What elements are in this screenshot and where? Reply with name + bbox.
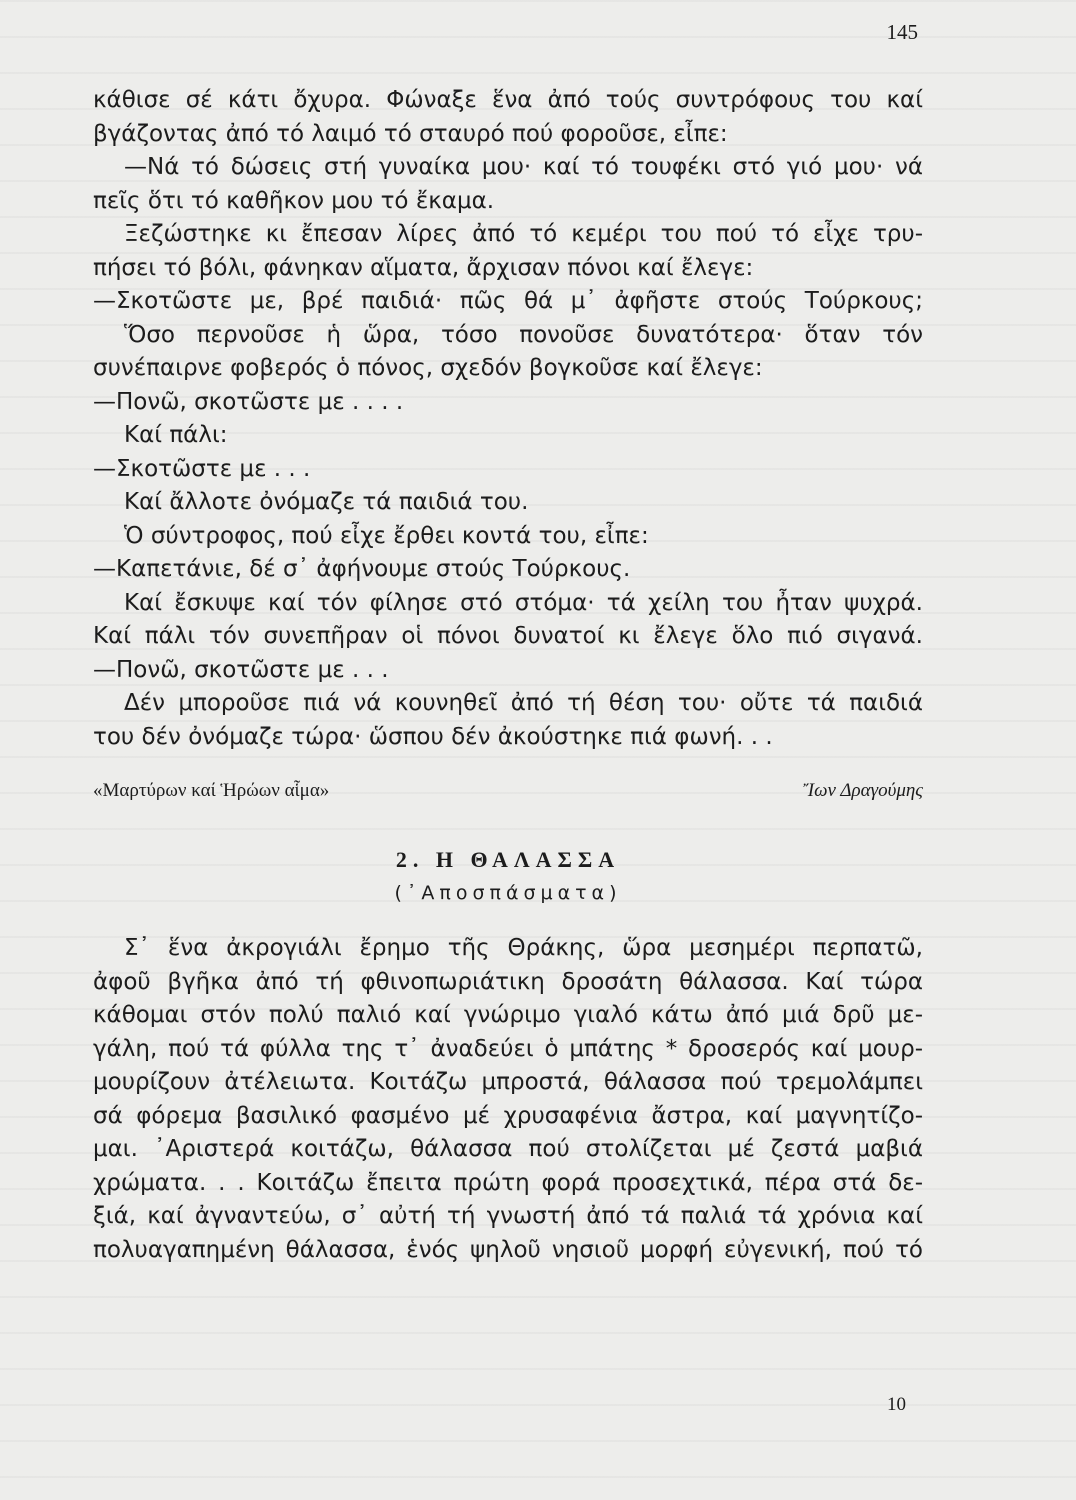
text-line: Ὁ σύντροφος, πού εἶχε ἔρθει κοντά του, εἶπε: [124, 522, 649, 549]
text-line: σά φόρεμα βασιλικό φασμένο μέ χρυσαφένια ἄστρα, καί μαγνητίζο- [93, 1102, 923, 1129]
excerpt-body [93, 84, 923, 754]
text-line: Καί πάλι τόν συνεπῆραν οἱ πόνοι δυνατοί κι ἔλεγε ὅλο πιό σιγανά. [93, 623, 923, 649]
text-line: —Σκοτῶστε με, βρέ παιδιά· πῶς θά μ᾽ ἀφῆστε στούς Τούρκους; [93, 288, 923, 314]
text-line: Ξεζώστηκε κι ἔπεσαν λίρες ἀπό τό κεμέρι του πού τό εἶχε τρυ- [124, 221, 923, 247]
text-line: Καί πάλι: [124, 422, 228, 448]
text-line: Σ᾽ ἕνα ἀκρογιάλι ἔρημο τῆς Θράκης, ὥρα μεσημέρι περπατῶ, [124, 935, 923, 961]
section-subtitle: (᾽Αποσπάσματα) [394, 882, 622, 904]
section-title: 2. Η ΘΑΛΑΣΣΑ [395, 847, 621, 872]
sheet-number: 10 [887, 1394, 906, 1415]
text-line: κάθισε σέ κάτι ὄχυρα. Φώναξε ἕνα ἀπό τούς συντρόφους του καί [93, 87, 923, 113]
page-number: 145 [886, 20, 918, 44]
text-line: —Πονῶ, σκοτῶστε με . . . . [93, 388, 404, 415]
text-line: του δέν ὀνόμαζε τώρα· ὥσπου δέν ἀκούστηκε πιά φωνή. . . [93, 723, 773, 750]
text-line: μουρίζουν ἀτέλειωτα. Κοιτάζω μπροστά, θάλασσα πού τρεμολάμπει [93, 1069, 923, 1095]
text-line: κάθομαι στόν πολύ παλιό καί γνώριμο γιαλό κάτω ἀπό μιά δρῦ με- [93, 1002, 923, 1028]
text-line: —Νά τό δώσεις στή γυναίκα μου· καί τό τουφέκι στό γιό μου· νά [124, 154, 923, 180]
text-line: Καί ἔσκυψε καί τόν φίλησε στό στόμα· τά χείλη του ἦταν ψυχρά. [124, 589, 923, 616]
text-line: γάλη, πού τά φύλλα της τ᾽ ἀναδεύει ὁ μπάτης * δροσερός καί μουρ- [93, 1035, 923, 1062]
text-line: —Πονῶ, σκοτῶστε με . . . [93, 656, 389, 683]
section-body [93, 932, 923, 1267]
text-line: ἀφοῦ βγῆκα ἀπό τή φθινοπωριάτικη δροσάτη θάλασσα. Καί τώρα [93, 968, 923, 995]
text-line: —Καπετάνιε, δέ σ᾽ ἀφήνουμε στούς Τούρκους. [93, 556, 631, 582]
text-line: Δέν μποροῦσε πιά νά κουνηθεῖ ἀπό τή θέση του· οὔτε τά παιδιά [124, 690, 923, 716]
text-line: πήσει τό βόλι, φάνηκαν αἵματα, ἄρχισαν πόνοι καί ἔλεγε: [93, 254, 754, 281]
text-line: Ὅσο περνοῦσε ἡ ὥρα, τόσο πονοῦσε δυνατότερα· ὅταν τόν [124, 321, 923, 348]
text-column [93, 84, 923, 1267]
text-line: ξιά, καί ἀγναντεύω, σ᾽ αὐτή τή γνωστή ἀπό τά παλιά τά χρόνια καί [93, 1203, 923, 1229]
text-line: συνέπαιρνε φοβερός ὁ πόνος, σχεδόν βογκοῦσε καί ἔλεγε: [93, 355, 763, 381]
text-line: μαι. ᾽Αριστερά κοιτάζω, θάλασσα πού στολίζεται μέ ζεστά μαβιά [93, 1136, 923, 1162]
text-line: Καί ἄλλοτε ὀνόμαζε τά παιδιά του. [124, 489, 529, 515]
text-line: πολυαγαπημένη θάλασσα, ἑνός ψηλοῦ νησιοῦ μορφή εὐγενική, πού τό [93, 1236, 923, 1263]
source-title: «Μαρτύρων καί Ἡρώων αἷμα» [93, 780, 330, 801]
text-line: —Σκοτῶστε με . . . [93, 455, 311, 482]
text-line: χρώματα. . . Κοιτάζω ἔπειτα πρώτη φορά προσεχτικά, πέρα στά δε- [93, 1169, 923, 1196]
source-citation [93, 774, 923, 808]
text-line: πεῖς ὅτι τό καθῆκον μου τό ἔκαμα. [93, 187, 495, 214]
text-line: βγάζοντας ἀπό τό λαιμό τό σταυρό πού φοροῦσε, εἶπε: [93, 120, 728, 147]
source-author: Ἴων Δραγούμης [803, 780, 923, 801]
